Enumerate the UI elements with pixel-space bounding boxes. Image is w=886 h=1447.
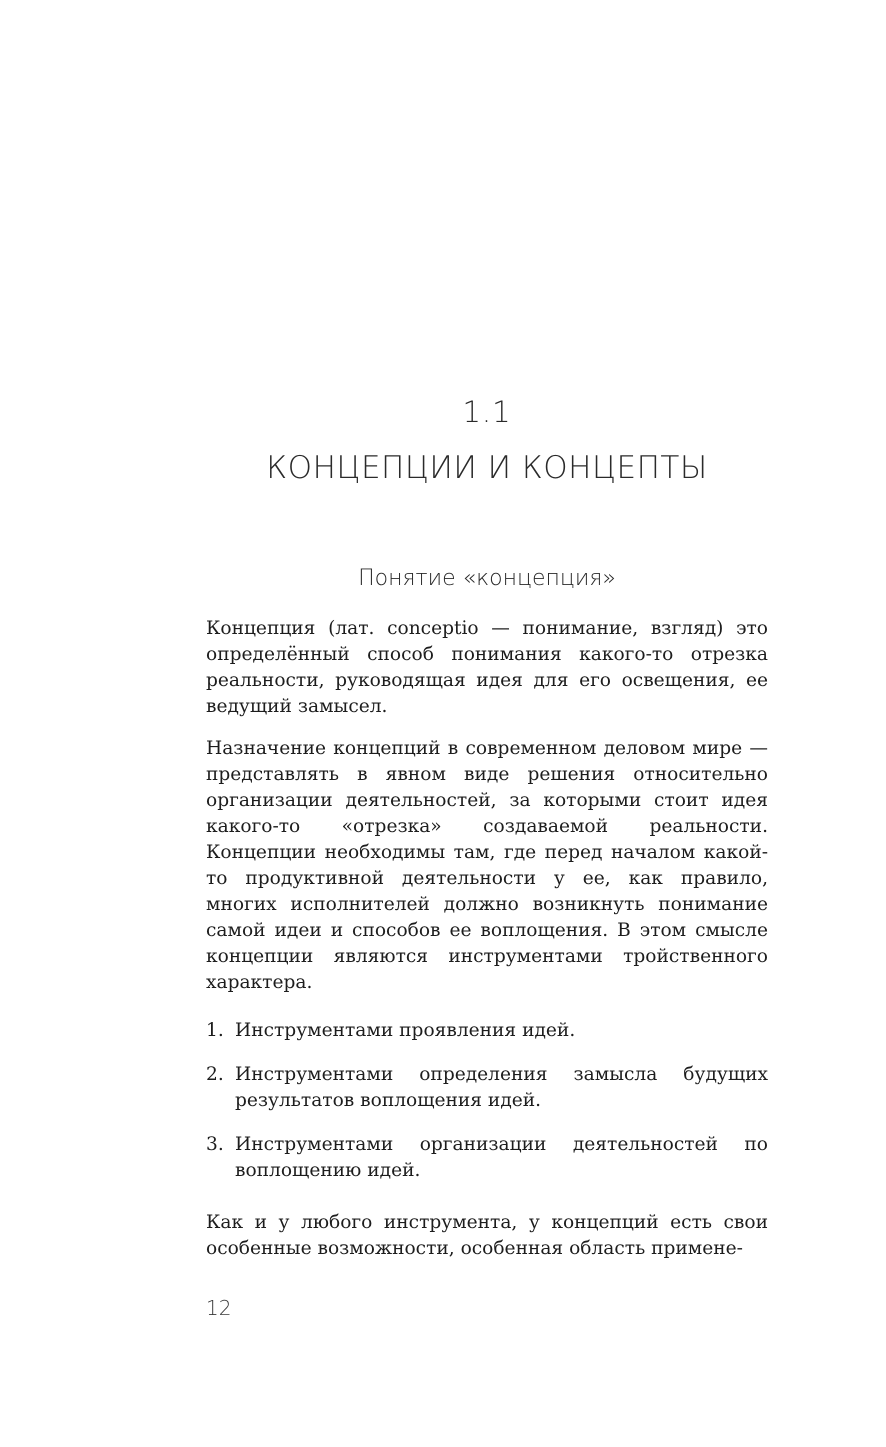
list-item-text: Инструментами организации деятельностей по воплощению идей. xyxy=(235,1134,768,1181)
list-item-number: 3. xyxy=(206,1134,224,1155)
list-item xyxy=(206,1018,768,1044)
page-number: 12 xyxy=(206,1296,232,1320)
list-item-text: Инструментами определения замысла будущих результатов воплощения идей. xyxy=(235,1064,768,1111)
list-item-number: 2. xyxy=(206,1064,224,1085)
chapter-number: 1.1 xyxy=(462,395,512,429)
chapter-title: КОНЦЕПЦИИ И КОНЦЕПТЫ xyxy=(266,450,708,486)
list-item xyxy=(206,1062,768,1114)
paragraph-definition: Концепция (лат. conceptio — понимание, взгляд) это определённый способ понимания какого-то отрезка реальности, руководящая идея для его освещения, ее ведущий замысел. xyxy=(206,618,768,717)
paragraph-closing: Как и у любого инструмента, у концепций есть свои особенные возможности, особенная область примене- xyxy=(206,1212,768,1259)
body-text xyxy=(206,616,768,1278)
list-item xyxy=(206,1132,768,1184)
list-item-number: 1. xyxy=(206,1020,224,1041)
section-title: Понятие «концепция» xyxy=(358,566,616,591)
list-item-text: Инструментами проявления идей. xyxy=(235,1020,576,1041)
instrument-list xyxy=(206,1018,768,1184)
paragraph-purpose: Назначение концепций в современном деловом мире — представлять в явном виде решения относительно организации деятельностей, за которыми стоит идея какого-то «отрезка» создаваемой реальности. Концепции необходимы там, где перед началом какой-то продуктивной деятельности у ее, как правило, многих исполнителей должно возникнуть понимание самой идеи и способов ее воплощения. В этом смысле концепции являются инструментами тройственного характера. xyxy=(206,738,768,993)
